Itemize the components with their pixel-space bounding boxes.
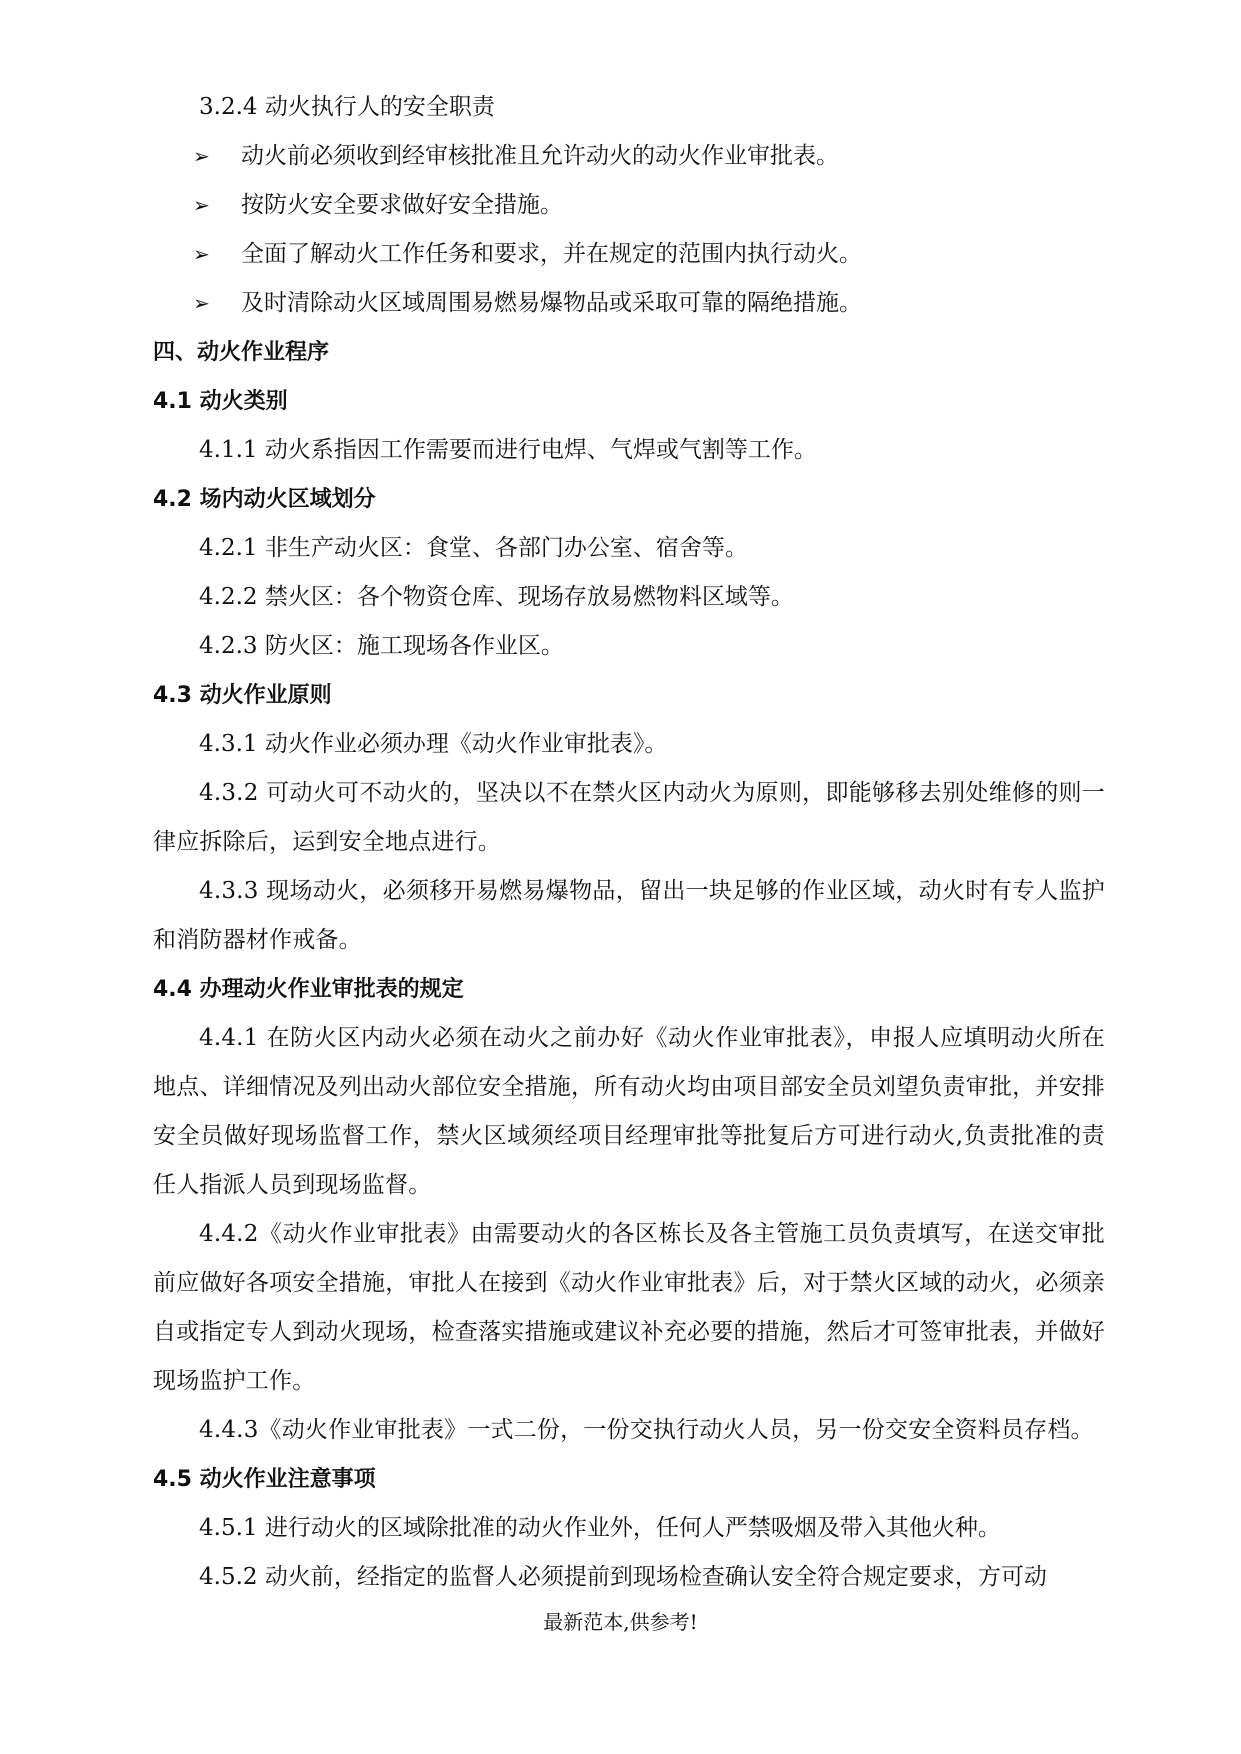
section-4-5-title: 4.5 动火作业注意事项 [153,1467,376,1492]
subsection-3-2-4-title: 3.2.4 动火执行人的安全职责 [199,94,495,120]
paragraph-4-5-2: 4.5.2 动火前，经指定的监督人必须提前到现场检查确认安全符合规定要求，方可动 [199,1564,1047,1590]
paragraph-4-4-1: 4.4.1 在防火区内动火必须在动火之前办好《动火作业审批表》，申报人应填明动火所在地点、详细情况及列出动火部位安全措施，所有动火均由项目部安全员刘望负责审批，并安排安全员做好现场监督工作，禁火区域须经项目经理审批等批复后方可进行动火,负责批准的责任人指派人员到现场监督。 [153,1025,1105,1198]
paragraph-4-3-2: 4.3.2 可动火可不动火的，坚决以不在禁火区内动火为原则，即能够移去别处维修的则一律应拆除后，运到安全地点进行。 [153,780,1105,855]
arrow-bullet-icon: ➢ [193,242,210,266]
paragraph-4-4-2: 4.4.2《动火作业审批表》由需要动火的各区栋长及各主管施工员负责填写，在送交审批前应做好各项安全措施，审批人在接到《动火作业审批表》后，对于禁火区域的动火，必须亲自或指定专人到动火现场，检查落实措施或建议补充必要的措施，然后才可签审批表，并做好现场监护工作。 [153,1221,1105,1394]
section-4-1-title: 4.1 动火类别 [153,389,288,414]
document-body [153,83,1105,1602]
bullet-item [153,181,1105,230]
paragraph-4-2-2: 4.2.2 禁火区：各个物资仓库、现场存放易燃物料区域等。 [199,584,794,610]
paragraph-4-5-1: 4.5.1 进行动火的区域除批准的动火作业外，任何人严禁吸烟及带入其他火种。 [199,1515,1001,1541]
bullet-text: 动火前必须收到经审核批准且允许动火的动火作业审批表。 [241,143,839,169]
arrow-bullet-icon: ➢ [193,144,210,168]
bullet-text: 及时清除动火区域周围易燃易爆物品或采取可靠的隔绝措施。 [241,290,862,316]
section-4-2-title: 4.2 场内动火区域划分 [153,487,376,512]
section-4-title: 四、动火作业程序 [153,340,330,365]
paragraph-4-2-1: 4.2.1 非生产动火区：食堂、各部门办公室、宿舍等。 [199,535,748,561]
bullet-item [153,279,1105,328]
paragraph-4-3-3: 4.3.3 现场动火，必须移开易燃易爆物品，留出一块足够的作业区域，动火时有专人监护和消防器材作戒备。 [153,878,1105,953]
section-4-3-title: 4.3 动火作业原则 [153,683,332,708]
bullet-item [153,230,1105,279]
bullet-text: 按防火安全要求做好安全措施。 [241,192,563,218]
paragraph-4-3-1: 4.3.1 动火作业必须办理《动火作业审批表》。 [199,731,668,757]
page-footer: 最新范本,供参考! [543,1610,698,1634]
arrow-bullet-icon: ➢ [193,291,210,315]
arrow-bullet-icon: ➢ [193,193,210,217]
bullet-item [153,132,1105,181]
paragraph-4-2-3: 4.2.3 防火区：施工现场各作业区。 [199,633,564,659]
bullet-text: 全面了解动火工作任务和要求，并在规定的范围内执行动火。 [241,241,862,267]
paragraph-4-4-3: 4.4.3《动火作业审批表》一式二份，一份交执行动火人员，另一份交安全资料员存档。 [199,1417,1094,1443]
paragraph-4-1-1: 4.1.1 动火系指因工作需要而进行电焊、气焊或气割等工作。 [199,437,817,463]
section-4-4-title: 4.4 办理动火作业审批表的规定 [153,977,464,1002]
